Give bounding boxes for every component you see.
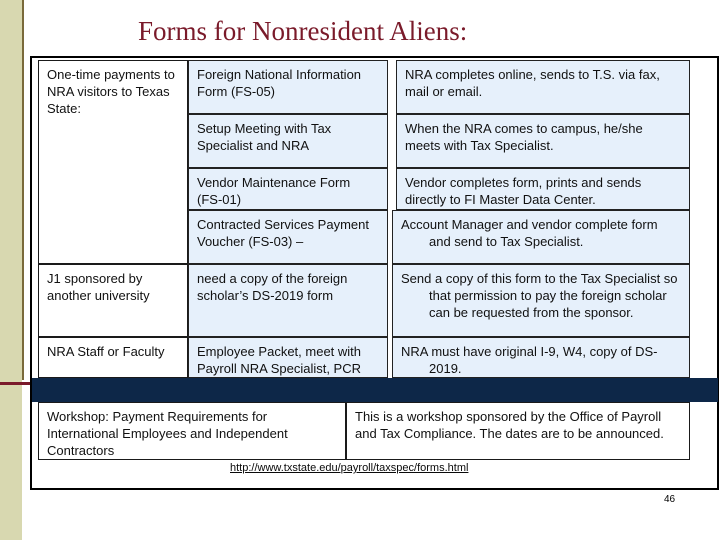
- action-cell-employee-packet: NRA must have original I-9, W4, copy of DS-2019.: [392, 337, 690, 378]
- action-cell-fs01: Vendor completes form, prints and sends directly to FI Master Data Center.: [396, 168, 690, 210]
- row-label-onetime: One-time payments to NRA visitors to Texas State:: [38, 60, 188, 264]
- form-cell-fs01: Vendor Maintenance Form (FS-01): [188, 168, 388, 210]
- workshop-description-cell: This is a workshop sponsored by the Office of Payroll and Tax Compliance. The dates are to be announced.: [346, 402, 690, 460]
- forms-link[interactable]: http://www.txstate.edu/payroll/taxspec/forms.html: [230, 462, 469, 474]
- row-label-j1: J1 sponsored by another university: [38, 264, 188, 337]
- form-cell-fs03: Contracted Services Payment Voucher (FS-03) –: [188, 210, 388, 264]
- left-divider-line: [22, 0, 24, 380]
- form-cell-ds2019: need a copy of the foreign scholar’s DS-2019 form: [188, 264, 388, 337]
- section-divider-bar: [32, 378, 718, 402]
- form-cell-setup-meeting: Setup Meeting with Tax Specialist and NRA: [188, 114, 388, 168]
- page-number: 46: [664, 494, 676, 505]
- action-cell-setup-meeting: When the NRA comes to campus, he/she meets with Tax Specialist.: [396, 114, 690, 168]
- action-cell-fs05: NRA completes online, sends to T.S. via fax, mail or email.: [396, 60, 690, 114]
- left-accent-bar: [0, 0, 22, 540]
- form-cell-employee-packet: Employee Packet, meet with Payroll NRA Specialist, PCR: [188, 337, 388, 378]
- workshop-title-cell: Workshop: Payment Requirements for International Employees and Independent Contractors: [38, 402, 346, 460]
- page-title: Forms for Nonresident Aliens:: [138, 16, 468, 46]
- action-cell-ds2019: Send a copy of this form to the Tax Specialist so that permission to pay the foreign scholar can be requested from the sponsor.: [392, 264, 690, 337]
- row-label-staff: NRA Staff or Faculty: [38, 337, 188, 378]
- form-cell-fs05: Foreign National Information Form (FS-05): [188, 60, 388, 114]
- action-cell-fs03: Account Manager and vendor complete form and send to Tax Specialist.: [392, 210, 690, 264]
